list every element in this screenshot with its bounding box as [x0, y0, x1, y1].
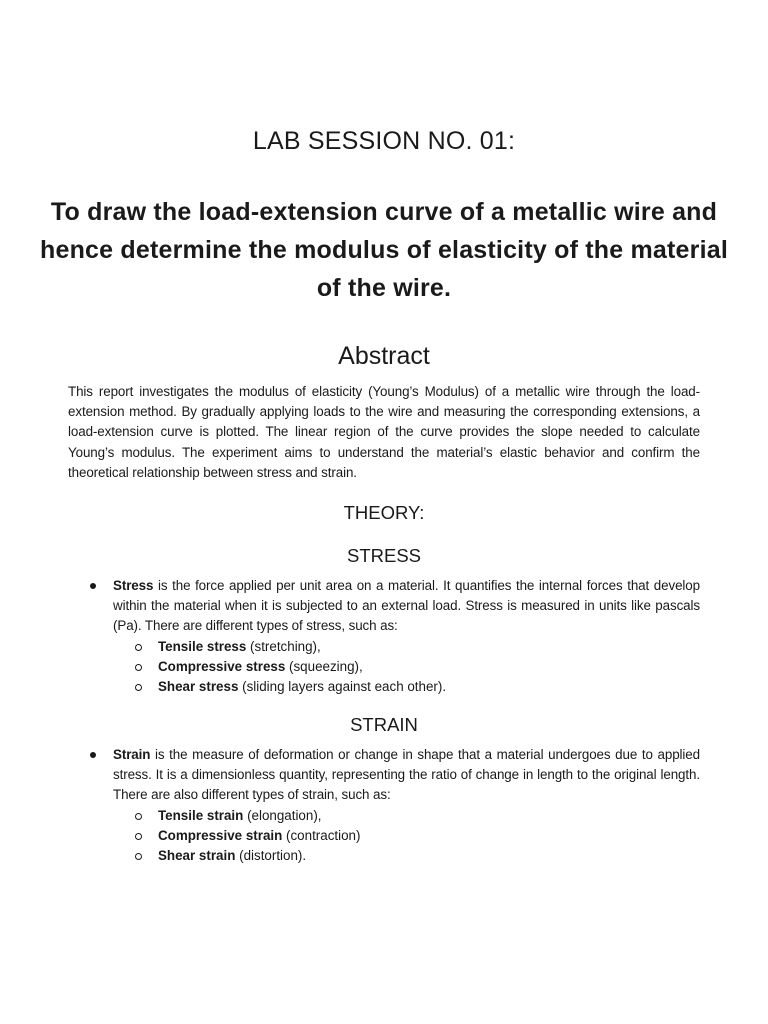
abstract-heading: Abstract — [338, 342, 430, 370]
strain-type-note: (contraction) — [282, 827, 361, 843]
bullet-icon — [90, 583, 96, 589]
hollow-circle-icon — [135, 853, 142, 860]
theory-heading: THEORY: — [343, 502, 425, 523]
list-item — [88, 657, 700, 677]
stress-types-list — [88, 637, 700, 698]
stress-section — [88, 576, 700, 697]
abstract-body: This report investigates the modulus of elasticity (Young’s Modulus) of a metallic wire through the load-extension method. By gradually applying loads to the wire and measuring the corresponding extensions, a load-extension curve is plotted. The linear region of the curve provides the slope needed to calculate Young’s modulus. The experiment aims to understand the material’s elastic behavior and confirm the theoretical relationship between stress and strain. — [68, 384, 700, 480]
hollow-circle-icon — [135, 664, 142, 671]
strain-term: Strain — [113, 747, 151, 762]
strain-definition: is the measure of deformation or change in shape that a material undergoes due to applied stress. It is a dimensionless quantity, representing the ratio of change in length to the original length. There are also different types of strain, such as: — [113, 747, 700, 803]
experiment-objective: To draw the load-extension curve of a metallic wire and hence determine the modulus of elasticity of the material of the wire. — [40, 198, 728, 302]
strain-type-note: (elongation), — [243, 807, 322, 823]
hollow-circle-icon — [135, 644, 142, 651]
strain-type-name: Compressive strain — [158, 827, 283, 843]
strain-heading: STRAIN — [350, 714, 418, 735]
stress-type-note: (sliding layers against each other). — [238, 678, 447, 694]
list-item — [88, 637, 700, 657]
stress-bullet — [88, 576, 700, 637]
stress-type-name: Tensile stress — [158, 638, 247, 654]
list-item — [88, 846, 700, 866]
strain-section — [88, 745, 700, 866]
hollow-circle-icon — [135, 833, 142, 840]
stress-type-note: (squeezing), — [285, 658, 363, 674]
stress-definition: is the force applied per unit area on a material. It quantifies the internal forces that develop within the material when it is subjected to an external load. Stress is measured in units like pascals (Pa). There are different types of stress, such as: — [113, 578, 700, 634]
stress-type-note: (stretching), — [246, 638, 321, 654]
strain-bullet — [88, 745, 700, 806]
strain-types-list — [88, 806, 700, 867]
stress-heading: STRESS — [346, 545, 422, 566]
stress-type-name: Compressive stress — [158, 658, 286, 674]
bullet-icon — [90, 752, 96, 758]
strain-type-name: Shear strain — [158, 847, 236, 863]
list-item — [88, 826, 700, 846]
strain-type-note: (distortion). — [235, 847, 307, 863]
list-item — [88, 677, 700, 697]
stress-type-name: Shear stress — [158, 678, 239, 694]
strain-type-name: Tensile strain — [158, 807, 244, 823]
hollow-circle-icon — [135, 813, 142, 820]
list-item — [88, 806, 700, 826]
stress-term: Stress — [113, 578, 154, 593]
hollow-circle-icon — [135, 684, 142, 691]
lab-session-title: LAB SESSION NO. 01: — [252, 127, 516, 155]
